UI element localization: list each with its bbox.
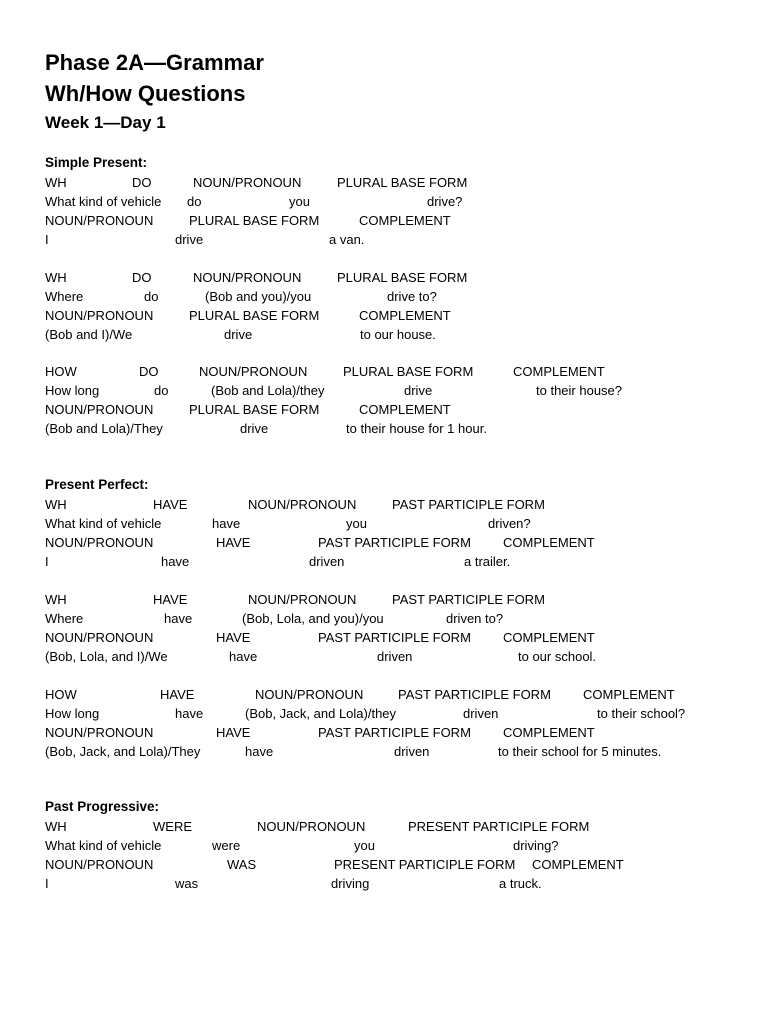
question-sentence-cell: drive to? bbox=[387, 289, 437, 304]
answer-pattern-header-cell: HAVE bbox=[216, 535, 251, 550]
answer-sentence bbox=[0, 874, 768, 893]
question-pattern-header-cell: HOW bbox=[45, 687, 77, 702]
answer-sentence-cell: was bbox=[175, 876, 199, 891]
question-sentence-cell: have bbox=[164, 611, 193, 626]
question-sentence-cell: driven? bbox=[488, 516, 531, 531]
question-sentence bbox=[0, 704, 768, 723]
answer-pattern-header-cell: PAST PARTICIPLE FORM bbox=[318, 535, 471, 550]
question-pattern-header-cell: PAST PARTICIPLE FORM bbox=[392, 497, 545, 512]
answer-pattern-header-cell: COMPLEMENT bbox=[359, 213, 451, 228]
question-pattern-header-cell: PRESENT PARTICIPLE FORM bbox=[408, 819, 590, 834]
answer-sentence-cell: driven bbox=[309, 554, 345, 569]
answer-sentence-cell: I bbox=[45, 232, 49, 247]
answer-sentence-cell: have bbox=[229, 649, 258, 664]
question-sentence-cell: you bbox=[346, 516, 367, 531]
question-sentence-cell: do bbox=[154, 383, 169, 398]
question-pattern-header-cell: DO bbox=[139, 364, 159, 379]
question-pattern-header-cell: WH bbox=[45, 270, 67, 285]
answer-pattern-header-cell: HAVE bbox=[216, 630, 251, 645]
question-sentence-cell: driving? bbox=[513, 838, 559, 853]
question-sentence-cell: Where bbox=[45, 611, 84, 626]
answer-sentence-cell: have bbox=[161, 554, 190, 569]
question-sentence-cell: have bbox=[212, 516, 241, 531]
answer-pattern-header-cell: PLURAL BASE FORM bbox=[189, 213, 320, 228]
answer-pattern-header bbox=[0, 211, 768, 230]
question-pattern-header-cell: PLURAL BASE FORM bbox=[337, 270, 468, 285]
answer-pattern-header-cell: NOUN/PRONOUN bbox=[45, 308, 154, 323]
answer-pattern-header-cell: PAST PARTICIPLE FORM bbox=[318, 630, 471, 645]
answer-sentence-cell: driven bbox=[377, 649, 413, 664]
question-sentence-cell: What kind of vehicle bbox=[45, 516, 162, 531]
answer-pattern-header-cell: NOUN/PRONOUN bbox=[45, 857, 154, 872]
question-pattern-header-cell: COMPLEMENT bbox=[583, 687, 675, 702]
answer-pattern-header bbox=[0, 723, 768, 742]
question-pattern-header-cell: NOUN/PRONOUN bbox=[199, 364, 308, 379]
question-pattern-header bbox=[0, 173, 768, 192]
question-pattern-header-cell: PLURAL BASE FORM bbox=[343, 364, 474, 379]
answer-pattern-header-cell: WAS bbox=[227, 857, 257, 872]
question-pattern-header-cell: DO bbox=[132, 270, 152, 285]
page-title: Phase 2A—Grammar bbox=[45, 50, 264, 75]
answer-sentence bbox=[0, 742, 768, 761]
answer-sentence-cell: a van. bbox=[329, 232, 365, 247]
answer-pattern-header-cell: NOUN/PRONOUN bbox=[45, 535, 154, 550]
question-sentence-cell: you bbox=[289, 194, 310, 209]
answer-pattern-header bbox=[0, 400, 768, 419]
question-sentence-cell: (Bob and you)/you bbox=[205, 289, 312, 304]
answer-sentence-cell: drive bbox=[240, 421, 269, 436]
answer-sentence-cell: driven bbox=[394, 744, 430, 759]
question-pattern-header-cell: HAVE bbox=[160, 687, 195, 702]
question-sentence-cell: Where bbox=[45, 289, 84, 304]
answer-pattern-header-cell: NOUN/PRONOUN bbox=[45, 725, 154, 740]
question-sentence-cell: (Bob, Lola, and you)/you bbox=[242, 611, 384, 626]
answer-sentence-cell: (Bob, Jack, and Lola)/They bbox=[45, 744, 201, 759]
question-sentence bbox=[0, 381, 768, 400]
question-pattern-header-cell: PLURAL BASE FORM bbox=[337, 175, 468, 190]
question-sentence bbox=[0, 609, 768, 628]
answer-sentence-cell: drive bbox=[175, 232, 204, 247]
question-pattern-header-cell: NOUN/PRONOUN bbox=[257, 819, 366, 834]
answer-sentence-cell: driving bbox=[331, 876, 370, 891]
question-pattern-header-cell: PAST PARTICIPLE FORM bbox=[398, 687, 551, 702]
question-sentence-cell: (Bob, Jack, and Lola)/they bbox=[245, 706, 397, 721]
answer-sentence-cell: have bbox=[245, 744, 274, 759]
question-sentence-cell: How long bbox=[45, 706, 100, 721]
page-subtitle: Week 1—Day 1 bbox=[45, 113, 166, 132]
question-sentence-cell: to their house? bbox=[536, 383, 623, 398]
question-sentence bbox=[0, 514, 768, 533]
question-pattern-header-cell: NOUN/PRONOUN bbox=[248, 592, 357, 607]
answer-sentence-cell: to their house for 1 hour. bbox=[346, 421, 487, 436]
question-pattern-header-cell: WH bbox=[45, 175, 67, 190]
answer-sentence-cell: a truck. bbox=[499, 876, 542, 891]
question-pattern-header-cell: HOW bbox=[45, 364, 77, 379]
answer-sentence-cell: to our school. bbox=[518, 649, 597, 664]
question-sentence-cell: What kind of vehicle bbox=[45, 194, 162, 209]
question-sentence-cell: were bbox=[212, 838, 241, 853]
question-sentence bbox=[0, 287, 768, 306]
answer-pattern-header bbox=[0, 628, 768, 647]
question-pattern-header-cell: PAST PARTICIPLE FORM bbox=[392, 592, 545, 607]
question-sentence-cell: drive bbox=[404, 383, 433, 398]
question-sentence-cell: do bbox=[144, 289, 159, 304]
question-pattern-header-cell: HAVE bbox=[153, 592, 188, 607]
question-pattern-header-cell: DO bbox=[132, 175, 152, 190]
answer-sentence-cell: (Bob and Lola)/They bbox=[45, 421, 163, 436]
past-progressive-heading: Past Progressive: bbox=[45, 799, 160, 814]
answer-pattern-header-cell: COMPLEMENT bbox=[359, 402, 451, 417]
question-sentence bbox=[0, 836, 768, 855]
answer-pattern-header-cell: NOUN/PRONOUN bbox=[45, 402, 154, 417]
question-pattern-header bbox=[0, 590, 768, 609]
present-perfect-heading: Present Perfect: bbox=[45, 477, 149, 492]
answer-pattern-header bbox=[0, 306, 768, 325]
question-pattern-header bbox=[0, 268, 768, 287]
answer-pattern-header-cell: PLURAL BASE FORM bbox=[189, 402, 320, 417]
answer-pattern-header-cell: COMPLEMENT bbox=[532, 857, 624, 872]
question-sentence-cell: you bbox=[354, 838, 375, 853]
answer-sentence bbox=[0, 419, 768, 438]
question-sentence-cell: driven to? bbox=[446, 611, 504, 626]
answer-pattern-header-cell: COMPLEMENT bbox=[359, 308, 451, 323]
answer-sentence bbox=[0, 230, 768, 249]
answer-pattern-header-cell: PLURAL BASE FORM bbox=[189, 308, 320, 323]
question-sentence-cell: drive? bbox=[427, 194, 463, 209]
question-sentence-cell: How long bbox=[45, 383, 100, 398]
question-pattern-header-cell: HAVE bbox=[153, 497, 188, 512]
answer-pattern-header bbox=[0, 533, 768, 552]
answer-pattern-header bbox=[0, 855, 768, 874]
answer-sentence-cell: (Bob and I)/We bbox=[45, 327, 133, 342]
simple-present-heading: Simple Present: bbox=[45, 155, 148, 170]
answer-pattern-header-cell: NOUN/PRONOUN bbox=[45, 630, 154, 645]
answer-sentence bbox=[0, 552, 768, 571]
answer-pattern-header-cell: COMPLEMENT bbox=[503, 725, 595, 740]
answer-sentence-cell: drive bbox=[224, 327, 253, 342]
answer-pattern-header-cell: PAST PARTICIPLE FORM bbox=[318, 725, 471, 740]
question-sentence-cell: What kind of vehicle bbox=[45, 838, 162, 853]
answer-pattern-header-cell: HAVE bbox=[216, 725, 251, 740]
question-pattern-header-cell: NOUN/PRONOUN bbox=[193, 270, 302, 285]
question-pattern-header bbox=[0, 362, 768, 381]
answer-sentence-cell: I bbox=[45, 554, 49, 569]
question-pattern-header-cell: NOUN/PRONOUN bbox=[248, 497, 357, 512]
answer-pattern-header-cell: COMPLEMENT bbox=[503, 630, 595, 645]
answer-sentence bbox=[0, 325, 768, 344]
answer-pattern-header-cell: PRESENT PARTICIPLE FORM bbox=[334, 857, 516, 872]
question-sentence-cell: do bbox=[187, 194, 202, 209]
question-pattern-header-cell: WH bbox=[45, 819, 67, 834]
answer-sentence-cell: (Bob, Lola, and I)/We bbox=[45, 649, 168, 664]
question-sentence-cell: driven bbox=[463, 706, 499, 721]
answer-sentence bbox=[0, 647, 768, 666]
question-pattern-header bbox=[0, 685, 768, 704]
question-pattern-header-cell: COMPLEMENT bbox=[513, 364, 605, 379]
question-pattern-header-cell: WH bbox=[45, 497, 67, 512]
answer-sentence-cell: to our house. bbox=[360, 327, 436, 342]
question-sentence-cell: (Bob and Lola)/they bbox=[211, 383, 325, 398]
question-pattern-header-cell: NOUN/PRONOUN bbox=[255, 687, 364, 702]
question-sentence bbox=[0, 192, 768, 211]
answer-pattern-header-cell: NOUN/PRONOUN bbox=[45, 213, 154, 228]
answer-sentence-cell: a trailer. bbox=[464, 554, 511, 569]
question-pattern-header bbox=[0, 495, 768, 514]
answer-sentence-cell: I bbox=[45, 876, 49, 891]
question-pattern-header-cell: WH bbox=[45, 592, 67, 607]
answer-sentence-cell: to their school for 5 minutes. bbox=[498, 744, 662, 759]
question-sentence-cell: to their school? bbox=[597, 706, 686, 721]
question-sentence-cell: have bbox=[175, 706, 204, 721]
answer-pattern-header-cell: COMPLEMENT bbox=[503, 535, 595, 550]
page-title-line-2: Wh/How Questions bbox=[45, 81, 246, 106]
question-pattern-header-cell: WERE bbox=[153, 819, 192, 834]
question-pattern-header bbox=[0, 817, 768, 836]
question-pattern-header-cell: NOUN/PRONOUN bbox=[193, 175, 302, 190]
